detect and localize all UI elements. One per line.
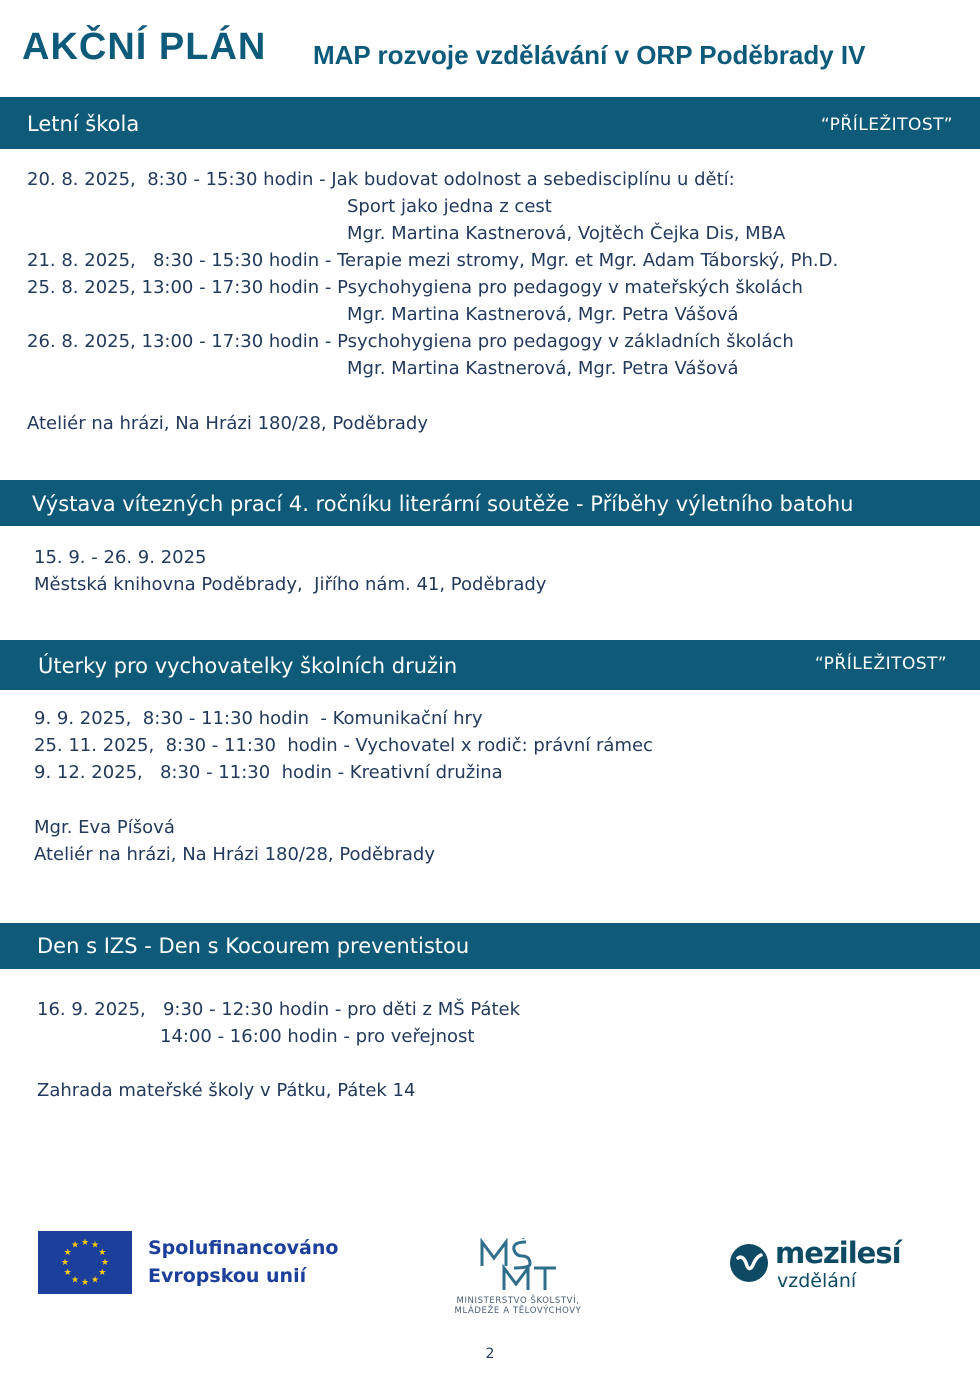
lecturer-line: Mgr. Eva Píšová	[34, 817, 175, 838]
eu-stars-icon	[38, 1231, 132, 1294]
event-line: 9. 9. 2025, 8:30 - 11:30 hodin - Komunikační hry	[34, 708, 483, 729]
svg-text:★: ★	[63, 1268, 72, 1278]
svg-text:★: ★	[70, 1240, 80, 1251]
event-line: 25. 8. 2025, 13:00 - 17:30 hodin - Psychohygiena pro pedagogy v mateřských školách	[27, 277, 803, 298]
section-heading: Výstava vítezných prací 4. ročníku literární soutěže - Příběhy výletního batohu	[32, 492, 854, 516]
opportunity-tag: “PŘÍLEŽITOST”	[814, 654, 947, 674]
section-header-uterky	[0, 640, 980, 690]
event-line: 26. 8. 2025, 13:00 - 17:30 hodin - Psychohygiena pro pedagogy v základních školách	[27, 331, 794, 352]
svg-text:★: ★	[98, 1268, 107, 1278]
event-line: Sport jako jedna z cest	[347, 196, 552, 217]
venue-line: Zahrada mateřské školy v Pátku, Pátek 14	[37, 1080, 416, 1101]
svg-text:★: ★	[70, 1275, 80, 1286]
event-line: 9. 12. 2025, 8:30 - 11:30 hodin - Kreativní družina	[34, 762, 503, 783]
eu-cofinanced-text	[148, 1234, 338, 1290]
event-line: 14:00 - 16:00 hodin - pro veřejnost	[160, 1026, 475, 1047]
event-line: Mgr. Martina Kastnerová, Mgr. Petra Vášová	[347, 358, 739, 379]
msmt-logo-mark	[478, 1238, 560, 1294]
eu-text-line: Spolufinancováno	[148, 1237, 339, 1259]
svg-text:★: ★	[80, 1238, 90, 1248]
page-subtitle: MAP rozvoje vzdělávání v ORP Poděbrady IV	[313, 40, 866, 70]
mezilesi-logo-icon	[729, 1243, 769, 1283]
section-header-vystava	[0, 480, 980, 526]
section-header-letni-skola	[0, 97, 980, 149]
msmt-text-line: MLÁDEŽE A TĚLOVÝCHOVY	[454, 1306, 582, 1316]
section-heading: Úterky pro vychovatelky školních družin	[38, 654, 458, 678]
event-line: 20. 8. 2025, 8:30 - 15:30 hodin - Jak budovat odolnost a sebedisciplínu u dětí:	[27, 169, 735, 190]
venue-line: Ateliér na hrázi, Na Hrázi 180/28, Poděbrady	[27, 413, 429, 434]
svg-text:★: ★	[90, 1275, 100, 1286]
svg-text:★: ★	[100, 1258, 110, 1268]
event-line: Mgr. Martina Kastnerová, Mgr. Petra Vášová	[347, 304, 739, 325]
section-header-den-s-izs	[0, 923, 980, 969]
venue-line: Městská knihovna Poděbrady, Jiřího nám. 41, Poděbrady	[34, 574, 547, 595]
page-title: AKČNÍ PLÁN	[22, 26, 267, 68]
eu-text-line: Evropskou unií	[148, 1265, 307, 1287]
svg-text:★: ★	[98, 1248, 107, 1258]
msmt-text-line: MINISTERSTVO ŠKOLSTVÍ,	[456, 1296, 580, 1306]
svg-text:★: ★	[80, 1278, 90, 1288]
svg-text:★: ★	[60, 1258, 70, 1268]
section-heading: Den s IZS - Den s Kocourem preventistou	[37, 934, 470, 958]
event-line: 25. 11. 2025, 8:30 - 11:30 hodin - Vychovatel x rodič: právní rámec	[34, 735, 653, 756]
mezilesi-logo-name: mezilesí	[775, 1236, 901, 1270]
opportunity-tag: “PŘÍLEŽITOST”	[820, 115, 953, 135]
section-heading: Letní škola	[27, 112, 140, 136]
svg-text:★: ★	[63, 1248, 72, 1258]
event-line: Mgr. Martina Kastnerová, Vojtěch Čejka Dis, MBA	[347, 223, 786, 244]
msmt-text	[430, 1296, 606, 1316]
event-line: 15. 9. - 26. 9. 2025	[34, 547, 207, 568]
venue-line: Ateliér na hrázi, Na Hrázi 180/28, Poděbrady	[34, 844, 436, 865]
eu-flag-logo	[38, 1231, 132, 1294]
mezilesi-logo-sub: vzdělání	[777, 1270, 857, 1292]
event-line: 21. 8. 2025, 8:30 - 15:30 hodin - Terapie mezi stromy, Mgr. et Mgr. Adam Táborský, Ph.D.	[27, 250, 839, 271]
event-line: 16. 9. 2025, 9:30 - 12:30 hodin - pro děti z MŠ Pátek	[37, 999, 521, 1020]
page-number: 2	[485, 1346, 495, 1362]
svg-text:★: ★	[90, 1240, 100, 1251]
